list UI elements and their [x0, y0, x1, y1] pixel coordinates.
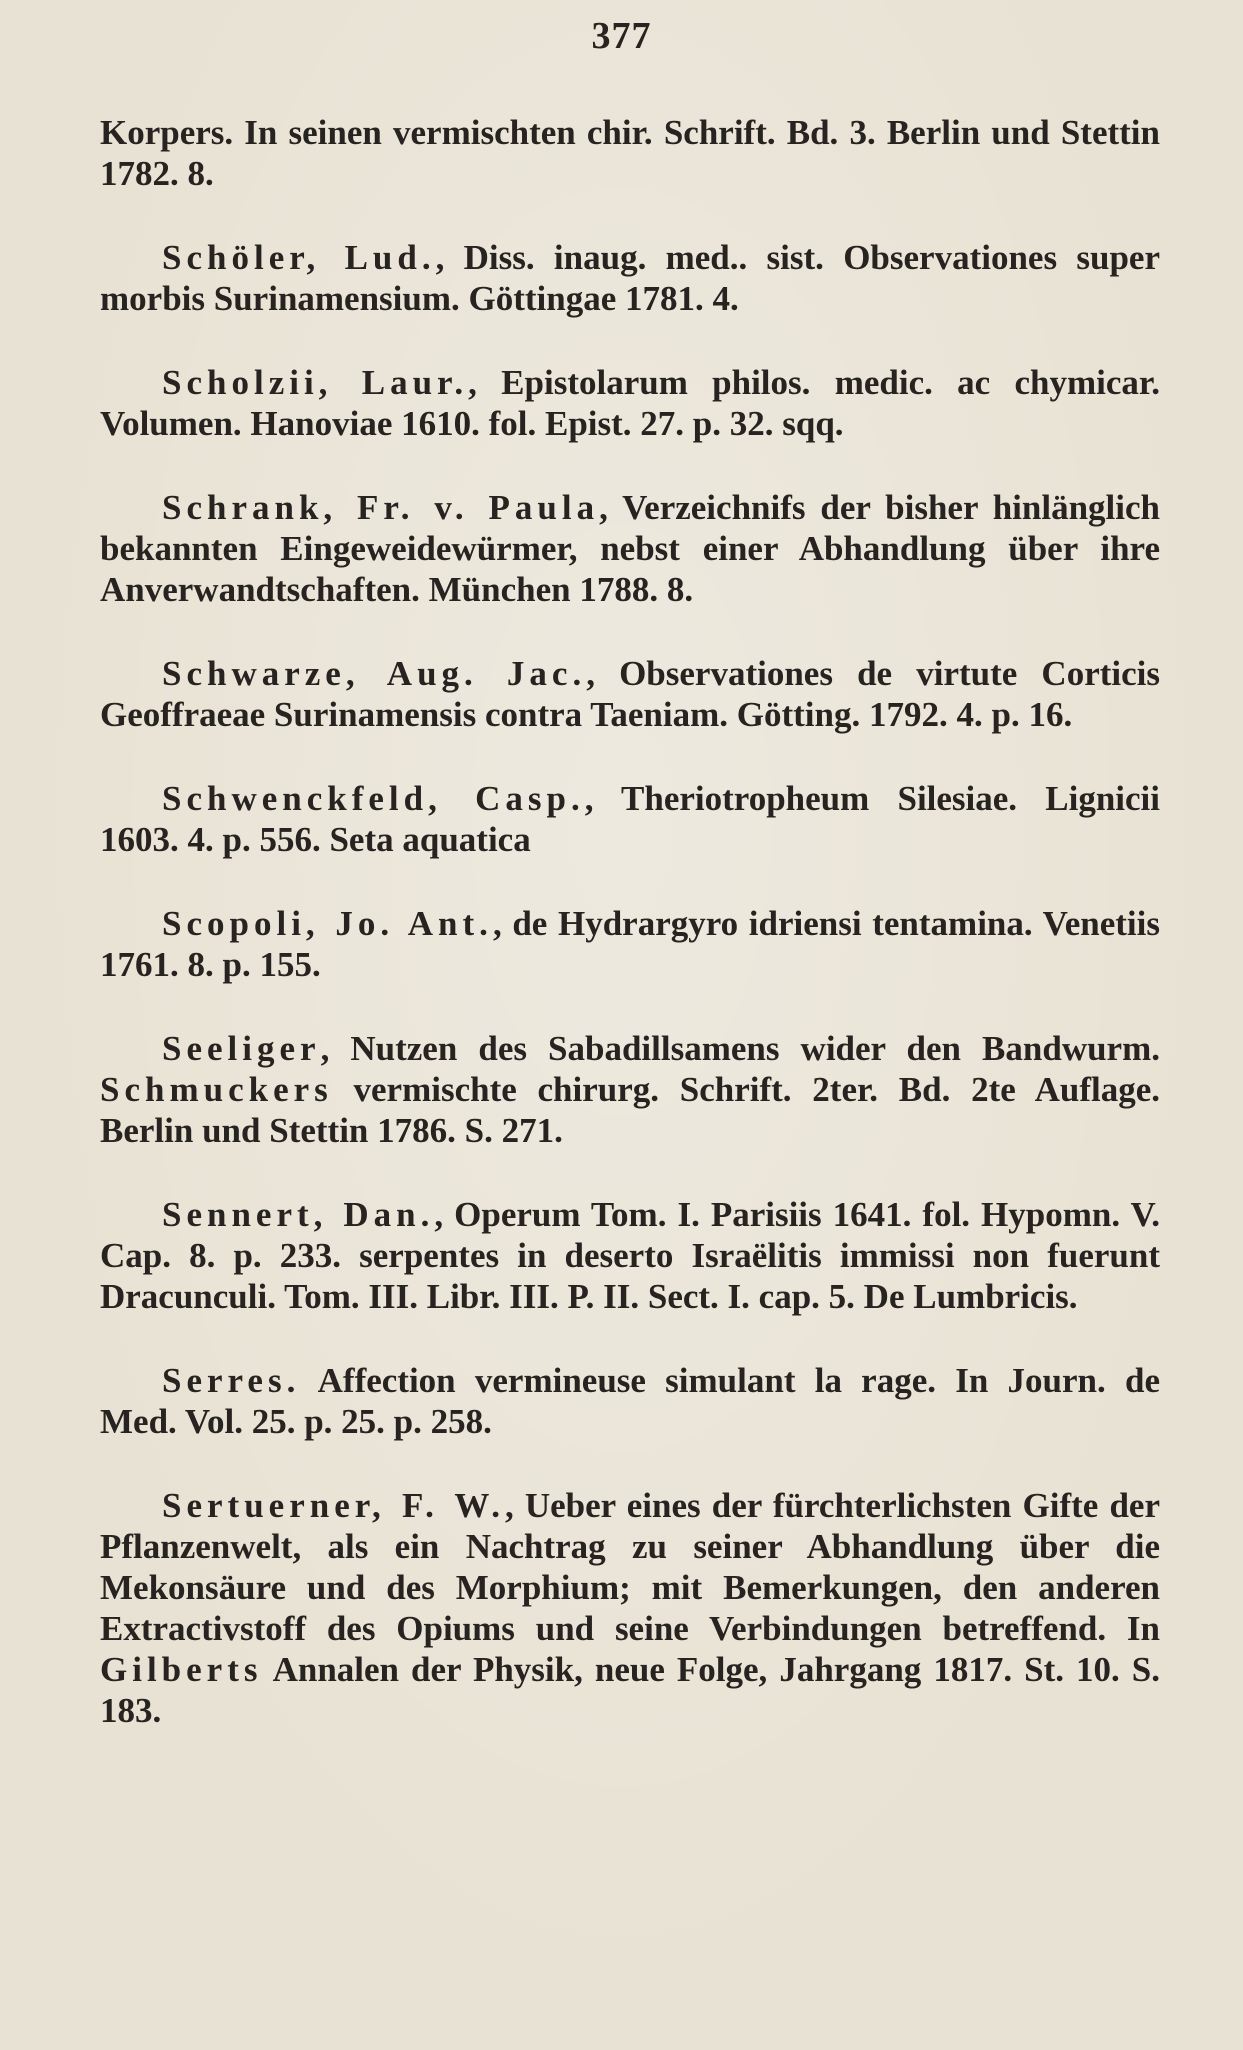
author-name: Scopoli, Jo. Ant.	[162, 904, 493, 943]
bibliography-entry	[100, 653, 1160, 735]
author-name: Schöler, Lud.	[162, 238, 436, 277]
cited-author-name: Schmuckers	[100, 1070, 333, 1109]
author-name: Sennert, Dan.	[162, 1195, 435, 1234]
bibliography-list	[100, 112, 1160, 1774]
cited-author-name: Gilberts	[100, 1650, 263, 1689]
bibliography-entry	[100, 1028, 1160, 1151]
entry-text: Affection vermineuse simulant la rage. In Journ. de Med. Vol. 25. p. 25. p. 258.	[100, 1361, 1160, 1441]
bibliography-entry	[100, 1360, 1160, 1442]
entry-text: , Diss. inaug. med.. sist. Observationes super morbis Surinamensium. Göttingae 1781. 4.	[100, 238, 1160, 318]
entry-text: , Verzeichnifs der bisher hinlänglich bekannten Eingeweidewürmer, nebst einer Abhandlung über ihre Anverwandtschaften. München 1788. 8.	[100, 488, 1160, 609]
author-name: Schwenckfeld, Casp.	[162, 779, 585, 818]
entry-text: , Nutzen des Sabadillsamens wider den Bandwurm.	[320, 1029, 1160, 1068]
entry-text: Korpers. In seinen vermischten chir. Schrift. Bd. 3. Berlin und Stettin 1782. 8.	[100, 113, 1160, 193]
bibliography-entry	[100, 112, 1160, 194]
bibliography-entry	[100, 1485, 1160, 1731]
entry-text: , Theriotropheum Silesiae. Lignicii 1603. 4. p. 556. Seta aquatica	[100, 779, 1161, 859]
entry-text: , Ueber eines der fürchterlichsten Gifte der Pflanzenwelt, als ein Nachtrag zu seiner Abhandlung über die Mekonsäure und des Morphium; mit Bemerkungen, den anderen Extractivstoff des Opiums und seine Verbindungen betreffend. In	[100, 1486, 1160, 1648]
author-name: Schrank, Fr. v. Paula	[162, 488, 600, 527]
entry-text: , Observationes de virtute Corticis Geoffraeae Surinamensis contra Taeniam. Götting. 1792. 4. p. 16.	[100, 654, 1160, 734]
entry-text: , Epistolarum philos. medic. ac chymicar. Volumen. Hanoviae 1610. fol. Epist. 27. p. 32. sqq.	[100, 363, 1160, 443]
author-name: Sertuerner, F. W.	[162, 1486, 505, 1525]
entry-text: , de Hydrargyro idriensi tentamina. Venetiis 1761. 8. p. 155.	[100, 904, 1160, 984]
bibliography-entry	[100, 903, 1160, 985]
bibliography-entry	[100, 778, 1160, 860]
bibliography-entry	[100, 237, 1160, 319]
bibliography-entry	[100, 487, 1160, 610]
bibliography-entry	[100, 1194, 1160, 1317]
entry-text-continued: vermischte chirurg. Schrift. 2ter. Bd. 2te Auflage. Berlin und Stettin 1786. S. 271.	[100, 1070, 1160, 1150]
author-name: Scholzii, Laur.	[162, 363, 469, 402]
entry-text-continued: Annalen der Physik, neue Folge, Jahrgang 1817. St. 10. S. 183.	[100, 1650, 1160, 1730]
page-number: 377	[591, 15, 652, 57]
author-name: Schwarze, Aug. Jac.	[162, 654, 587, 693]
bibliography-entry	[100, 362, 1160, 444]
author-name: Serres.	[162, 1361, 301, 1400]
author-name: Seeliger	[162, 1029, 321, 1068]
entry-text: , Operum Tom. I. Parisiis 1641. fol. Hypomn. V. Cap. 8. p. 233. serpentes in deserto Israëlitis immissi non fuerunt Dracunculi. Tom. III. Libr. III. P. II. Sect. I. cap. 5. De Lumbricis.	[100, 1195, 1160, 1316]
